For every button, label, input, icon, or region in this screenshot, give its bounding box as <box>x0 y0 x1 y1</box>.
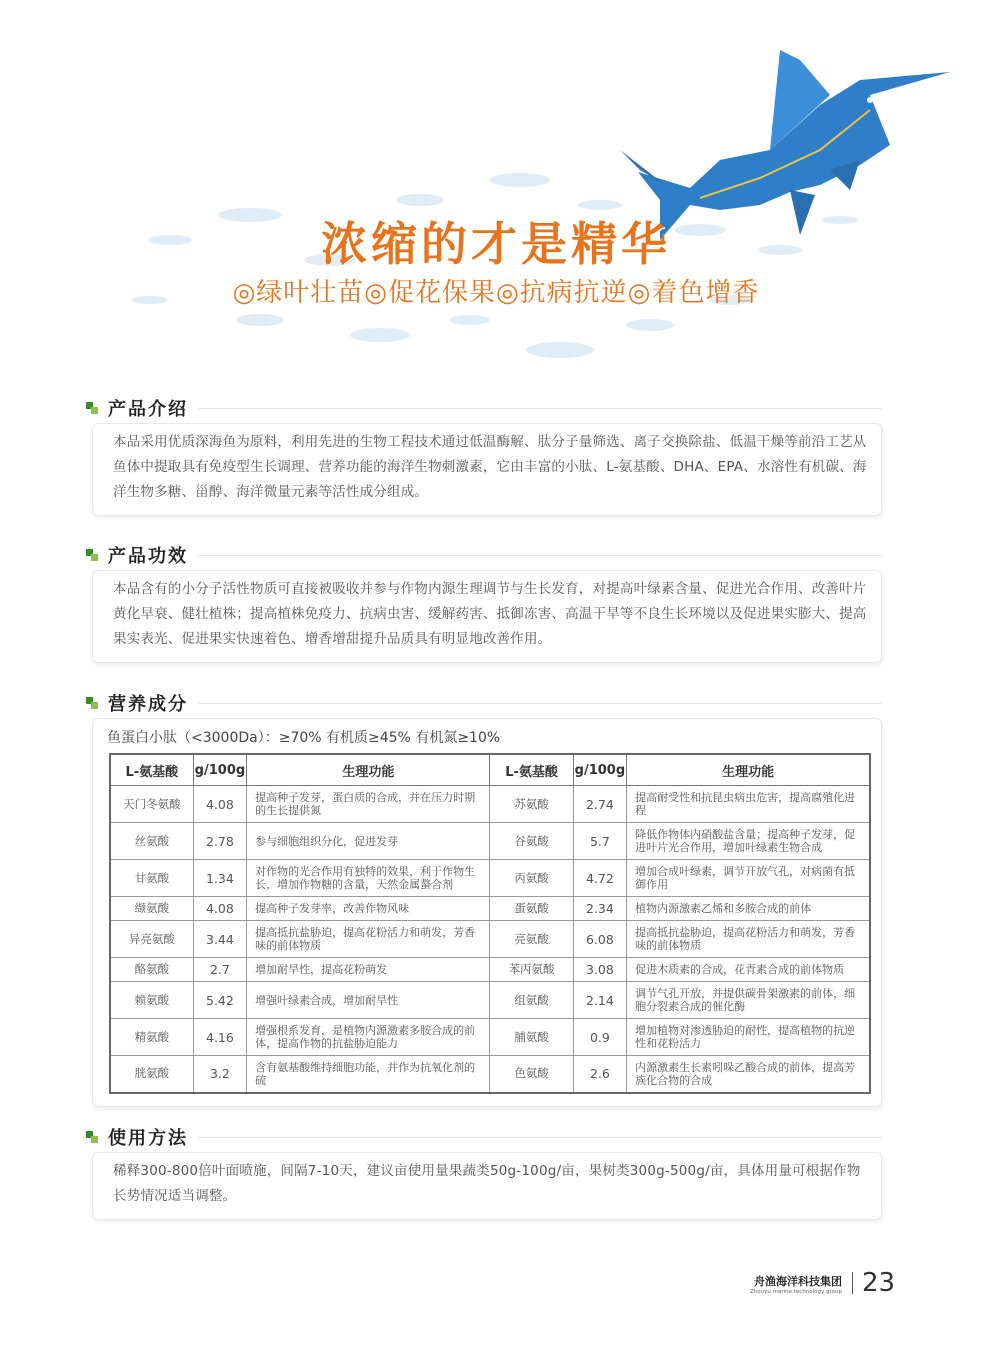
efficacy-text: 本品含有的小分子活性物质可直接被吸收并参与作物内源生理调节与生长发育，对提高叶绿素含量、促进光合作用、改善叶片黄化早衰、健壮植株；提高植株免疫力、抗病虫害、缓解药害、抵御冻害、高温干旱等不良生长环境以及促进果实膨大、提高果实表光、促进果实快速着色、增香增甜提升品质具有明显地改善作用。 <box>113 581 867 647</box>
amino-acid-function: 增强根系发育，是植物内源激素多胺合成的前体，提高作物的抗盐胁迫能力 <box>247 1019 490 1056</box>
section-divider <box>198 703 882 704</box>
section-title: 使用方法 <box>108 1128 188 1149</box>
amino-acid-function: 增加耐旱性，提高花粉萌发 <box>247 958 490 982</box>
amino-acid-value: 3.2 <box>193 1056 247 1093</box>
efficacy-box <box>92 570 882 663</box>
amino-acid-value: 6.08 <box>573 921 627 958</box>
section-title: 营养成分 <box>108 694 188 715</box>
intro-box <box>92 423 882 516</box>
amino-acid-function: 降低作物体内硝酸盐含量；提高种子发芽，促进叶片光合作用，增加叶绿素生物合成 <box>627 823 870 860</box>
col-header: g/100g <box>193 754 247 786</box>
page-number: 23 <box>862 1268 896 1298</box>
footer-divider <box>852 1272 853 1294</box>
section-header <box>86 393 882 423</box>
section-divider <box>198 1137 882 1138</box>
table-row <box>110 921 870 958</box>
amino-acid-name: 天门冬氨酸 <box>110 786 193 823</box>
section-bullet-icon <box>86 1131 98 1143</box>
amino-acid-name: 苏氨酸 <box>490 786 573 823</box>
table-row <box>110 982 870 1019</box>
amino-acid-name: 酪氨酸 <box>110 958 193 982</box>
col-header: 生理功能 <box>247 754 490 786</box>
amino-acid-name: 色氨酸 <box>490 1056 573 1093</box>
amino-acid-function: 提高种子发芽，蛋白质的合成，并在压力时期的生长提供氮 <box>247 786 490 823</box>
amino-acid-name: 丝氨酸 <box>110 823 193 860</box>
amino-acid-function: 增加合成叶绿素，调节开放气孔，对病菌有抵御作用 <box>627 860 870 897</box>
amino-acid-value: 2.6 <box>573 1056 627 1093</box>
table-row <box>110 897 870 921</box>
amino-acid-name: 谷氨酸 <box>490 823 573 860</box>
amino-acid-value: 3.08 <box>573 958 627 982</box>
amino-acid-name: 丙氨酸 <box>490 860 573 897</box>
amino-acid-function: 提高耐受性和抗昆虫病虫危害，提高腐殖化进程 <box>627 786 870 823</box>
amino-acid-name: 组氨酸 <box>490 982 573 1019</box>
section-divider <box>198 408 882 409</box>
section-intro <box>86 393 882 516</box>
col-header: L-氨基酸 <box>110 754 193 786</box>
amino-acid-function: 参与细胞组织分化，促进发芽 <box>247 823 490 860</box>
table-row <box>110 1056 870 1093</box>
section-bullet-icon <box>86 697 98 709</box>
amino-acid-name: 苯丙氨酸 <box>490 958 573 982</box>
section-usage <box>86 1122 882 1220</box>
nutrition-specs: 鱼蛋白小肽（<3000Da）：≥70% 有机质≥45% 有机氮≥10% <box>107 730 501 746</box>
amino-acid-value: 2.74 <box>573 786 627 823</box>
hero-banner <box>0 0 992 390</box>
amino-acid-value: 2.14 <box>573 982 627 1019</box>
usage-text: 稀释300-800倍叶面喷施，间隔7-10天，建议亩使用量果蔬类50g-100g/亩，果树类300g-500g/亩，具体用量可根据作物长势情况适当调整。 <box>113 1163 861 1204</box>
hero-subtitle: ◎绿叶壮苗◎促花保果◎抗病抗逆◎着色增香 <box>232 278 760 308</box>
amino-acid-name: 脯氨酸 <box>490 1019 573 1056</box>
intro-text: 本品采用优质深海鱼为原料，利用先进的生物工程技术通过低温酶解、肽分子量筛选、离子交换除盐、低温干燥等前沿工艺从鱼体中提取具有免疫型生长调理、营养功能的海洋生物刺激素，它由丰富的小肽、L-氨基酸、DHA、EPA、水溶性有机碳、海洋生物多糖、甾醇、海洋微量元素等活性成分组成。 <box>113 434 867 500</box>
table-row <box>110 786 870 823</box>
amino-acid-function: 提高种子发芽率，改善作物风味 <box>247 897 490 921</box>
amino-acid-value: 3.44 <box>193 921 247 958</box>
amino-acid-value: 4.08 <box>193 897 247 921</box>
amino-acid-name: 蛋氨酸 <box>490 897 573 921</box>
amino-acid-function: 对作物的光合作用有独特的效果，利于作物生长，增加作物糖的含量，天然金属螯合剂 <box>247 860 490 897</box>
amino-acid-function: 促进木质素的合成，花青素合成的前体物质 <box>627 958 870 982</box>
amino-acid-name: 胱氨酸 <box>110 1056 193 1093</box>
amino-acid-function: 增强叶绿素合成，增加耐旱性 <box>247 982 490 1019</box>
amino-acid-name: 缬氨酸 <box>110 897 193 921</box>
amino-acid-function: 提高抵抗盐胁迫，提高花粉活力和萌发，芳香味的前体物质 <box>247 921 490 958</box>
brand-name-en: Zhouyu marine technology group <box>750 1289 842 1295</box>
amino-acid-function: 增加植物对渗透胁迫的耐性，提高植物的抗逆性和花粉活力 <box>627 1019 870 1056</box>
amino-acid-value: 5.7 <box>573 823 627 860</box>
section-divider <box>198 555 882 556</box>
col-header: g/100g <box>573 754 627 786</box>
nutrition-box <box>92 718 882 1107</box>
amino-acid-value: 2.78 <box>193 823 247 860</box>
amino-acid-name: 甘氨酸 <box>110 860 193 897</box>
section-title: 产品功效 <box>108 546 188 567</box>
amino-acid-value: 2.7 <box>193 958 247 982</box>
brand-name-cn: 舟渔海洋科技集团 <box>754 1275 842 1288</box>
usage-box <box>92 1152 882 1220</box>
footer-brand <box>742 1273 842 1295</box>
section-efficacy <box>86 540 882 663</box>
amino-acid-function: 含有氨基酸维持细胞功能，并作为抗氧化剂的硫 <box>247 1056 490 1093</box>
table-row <box>110 823 870 860</box>
section-nutrition <box>86 688 882 1107</box>
amino-acid-value: 0.9 <box>573 1019 627 1056</box>
amino-acid-name: 异亮氨酸 <box>110 921 193 958</box>
section-header <box>86 1122 882 1152</box>
amino-acid-name: 赖氨酸 <box>110 982 193 1019</box>
section-title: 产品介绍 <box>108 399 188 420</box>
col-header: 生理功能 <box>627 754 870 786</box>
amino-acid-value: 4.08 <box>193 786 247 823</box>
table-header-row <box>110 754 870 786</box>
amino-acid-value: 4.72 <box>573 860 627 897</box>
hero-title: 浓缩的才是精华 <box>321 217 671 271</box>
amino-acid-function: 调节气孔开放，并提供碳骨架激素的前体，细胞分裂素合成的催化酶 <box>627 982 870 1019</box>
marlin-illustration <box>0 0 992 390</box>
amino-acid-value: 1.34 <box>193 860 247 897</box>
amino-acid-name: 精氨酸 <box>110 1019 193 1056</box>
amino-acid-value: 2.34 <box>573 897 627 921</box>
section-bullet-icon <box>86 549 98 561</box>
table-body <box>110 786 870 1093</box>
amino-acid-value: 4.16 <box>193 1019 247 1056</box>
amino-acid-function: 内源激素生长素吲哚乙酸合成的前体，提高芳族化合物的合成 <box>627 1056 870 1093</box>
section-header <box>86 688 882 718</box>
table-row <box>110 860 870 897</box>
section-bullet-icon <box>86 402 98 414</box>
amino-acid-table <box>109 753 871 1094</box>
table-row <box>110 958 870 982</box>
amino-acid-value: 5.42 <box>193 982 247 1019</box>
amino-acid-function: 植物内源激素乙烯和多胺合成的前体 <box>627 897 870 921</box>
section-header <box>86 540 882 570</box>
table-row <box>110 1019 870 1056</box>
amino-acid-function: 提高抵抗盐胁迫，提高花粉活力和萌发，芳香味的前体物质 <box>627 921 870 958</box>
col-header: L-氨基酸 <box>490 754 573 786</box>
amino-acid-name: 亮氨酸 <box>490 921 573 958</box>
